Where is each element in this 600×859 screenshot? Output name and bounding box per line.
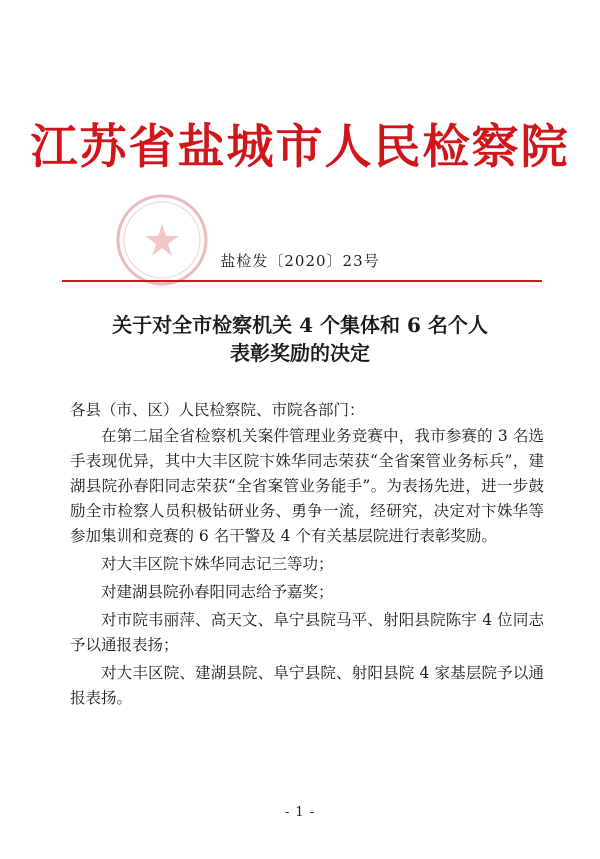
issuing-organization-header: 江苏省盐城市人民检察院 bbox=[30, 120, 570, 175]
document-title bbox=[0, 311, 600, 367]
red-divider-line bbox=[62, 280, 542, 282]
paragraph-award-sun: 对建湖县院孙春阳同志给予嘉奖； bbox=[101, 583, 334, 601]
paragraph-commend-individuals: 对市院韦丽萍、高天文、阜宁县院马平、射阳县院陈宇 4 位同志予以通报表扬； bbox=[70, 611, 544, 654]
paragraph-commend-units: 对大丰区院、建湖县院、阜宁县院、射阳县院 4 家基层院予以通报表扬。 bbox=[70, 664, 544, 707]
document-title-line-1: 关于对全市检察机关 4 个集体和 6 名个人 bbox=[112, 313, 488, 337]
page-number: - 1 - bbox=[284, 805, 316, 820]
paragraph-award-bian: 对大丰区院卞姝华同志记三等功； bbox=[101, 555, 334, 573]
official-seal-stamp bbox=[112, 190, 212, 290]
document-body bbox=[70, 398, 544, 714]
document-title-line-2: 表彰奖励的决定 bbox=[230, 341, 370, 365]
salutation: 各县（市、区）人民检察院、市院各部门： bbox=[70, 401, 365, 419]
document-number: 盐检发〔2020〕23号 bbox=[220, 252, 380, 270]
paragraph-background: 在第二届全省检察机关案件管理业务竞赛中，我市参赛的 3 名选手表现优异，其中大丰区院卞姝华同志荣获“全省案管业务标兵”，建湖县院孙春阳同志荣获“全省案管业务能手”。为表扬先进，进一步鼓励全市检察人员积极钻研业务、勇争一流，经研究，决定对卞姝华等参加集训和竞赛的 6 名干警及 4 个有关基层院进行表彰奖励。 bbox=[70, 427, 544, 545]
